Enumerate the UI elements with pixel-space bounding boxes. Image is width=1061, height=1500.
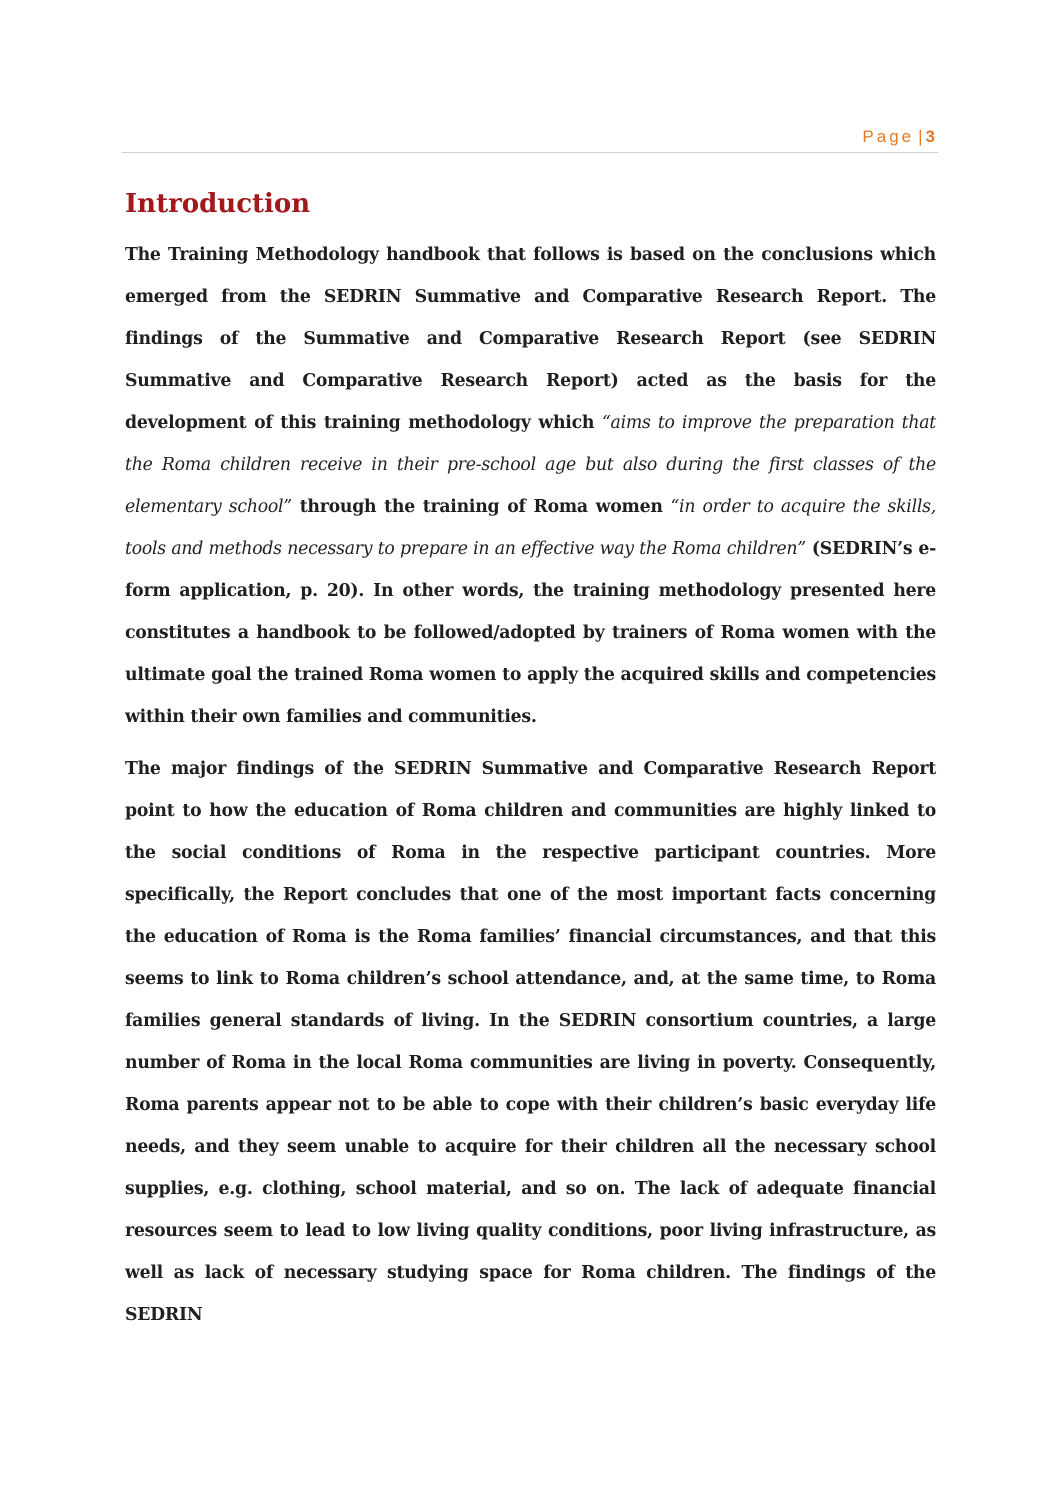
page-number: 3 — [925, 127, 938, 146]
section-title: Introduction — [125, 189, 311, 219]
intro-paragraph-1 — [125, 234, 936, 738]
intro-paragraph-2: The major findings of the SEDRIN Summative and Comparative Research Report point to how the education of Roma children and communities are highly linked to the social conditions of Roma in the respective participant countries. More specifically, the Report concludes that one of the most important facts concerning the education of Roma is the Roma families’ financial circumstances, and that this seems to link to Roma children’s school attendance, and, at the same time, to Roma families general standards of living. In the SEDRIN consortium countries, a large number of Roma in the local Roma communities are living in poverty. Consequently, Roma parents appear not to be able to cope with their children’s basic everyday life needs, and they seem unable to acquire for their children all the necessary school supplies, e.g. clothing, school material, and so on. The lack of adequate financial resources seem to lead to low living quality conditions, poor living infrastructure, as well as lack of necessary studying space for Roma children. The findings of the SEDRIN — [125, 758, 936, 1325]
paragraph-text: through the training of Roma women — [291, 496, 671, 517]
page-header — [122, 122, 938, 153]
quote-text: “aims to improve the preparation that the Roma children receive in their pre-school age but also during the first classes of the elementary school” — [125, 412, 936, 517]
paragraph-text: (SEDRIN’s e-form application, p. 20). In other words, the training methodology presented here constitutes a handbook to be followed/adopted by trainers of Roma women with the ultimate goal the trained Roma women to apply the acquired skills and competencies within their own families and communities. — [125, 538, 936, 727]
document-body — [125, 188, 936, 1346]
quote-text: “in order to acquire the skills, tools and methods necessary to prepare in an effective way the Roma children” — [125, 496, 936, 559]
page-number-label — [862, 127, 938, 147]
page-separator: | — [918, 127, 926, 146]
paragraph-text: The Training Methodology handbook that follows is based on the conclusions which emerged from the SEDRIN Summative and Comparative Research Report. The findings of the Summative and Comparative Research Report (see SEDRIN Summative and Comparative Research Report) acted as the basis for the development of this training methodology which — [125, 244, 936, 433]
page-word: Page — [862, 127, 915, 146]
